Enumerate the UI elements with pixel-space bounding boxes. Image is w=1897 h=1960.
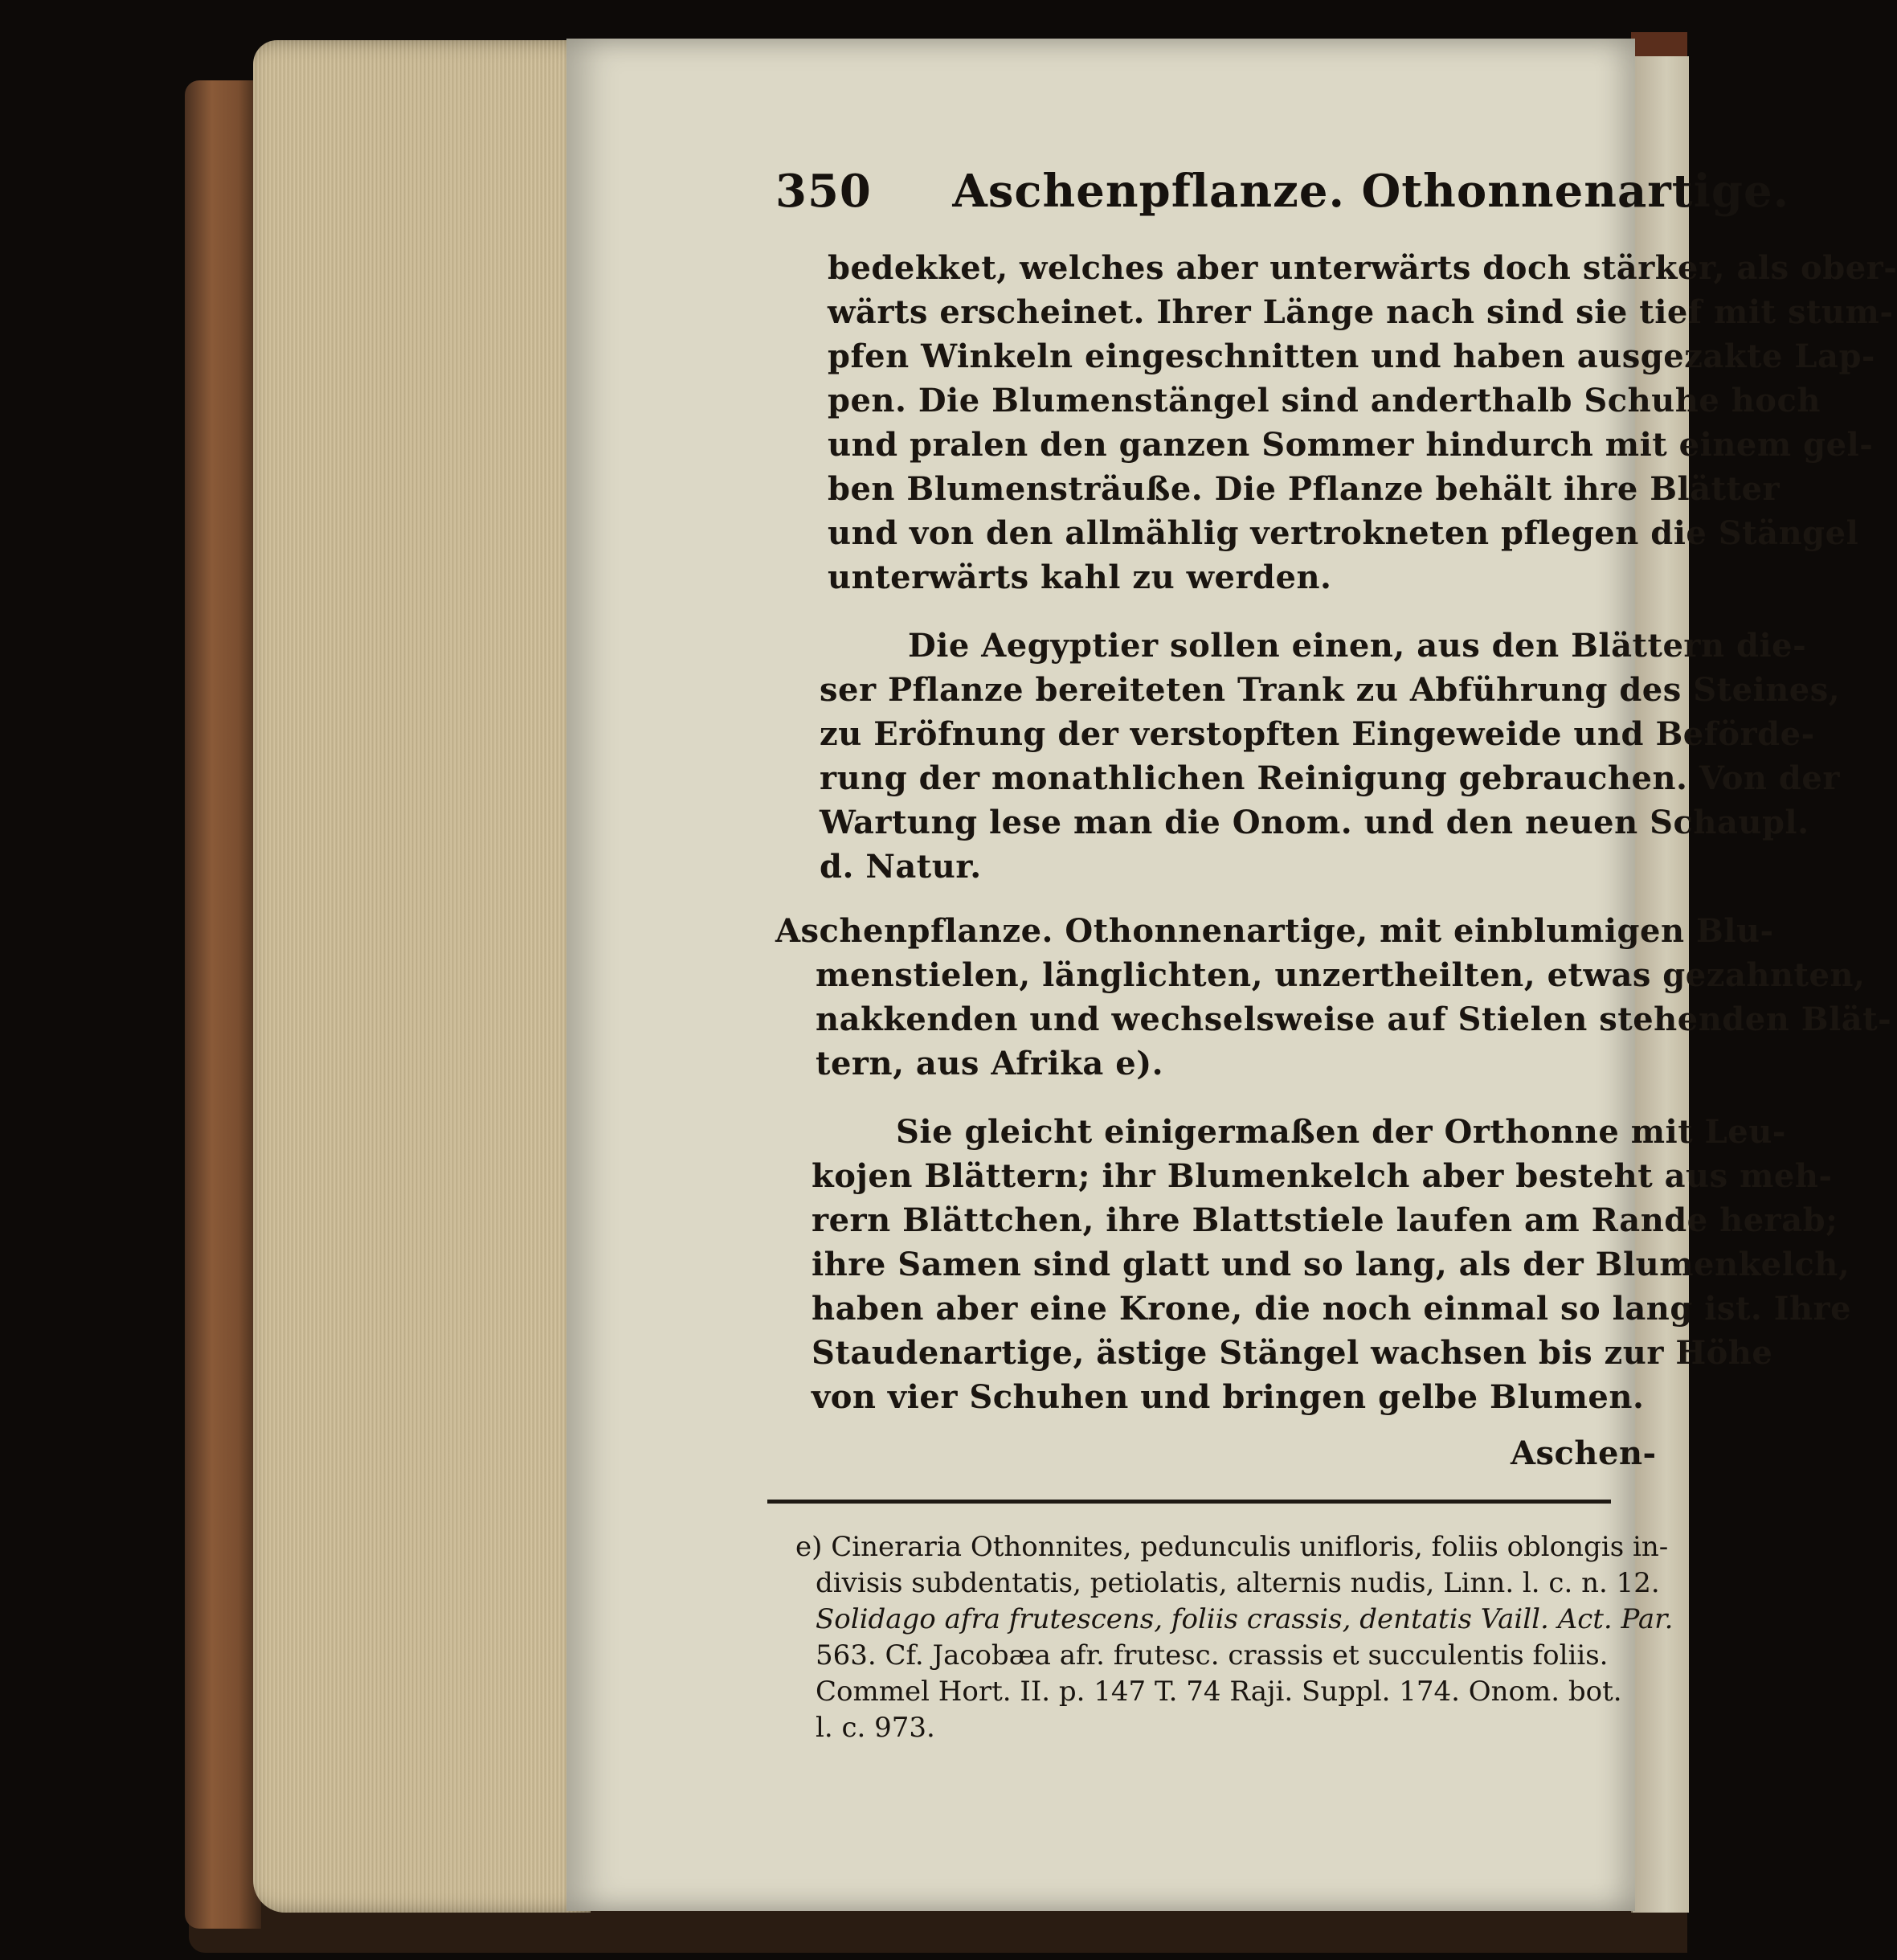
text-line: bedekket, welches aber unterwärts doch stärker, als ober- [828, 249, 1897, 287]
text-line: tern, aus Afrika e). [816, 1045, 1164, 1082]
text-line: ben Blumensträuße. Die Pflanze behält ihre Blätter [828, 470, 1780, 508]
text-line: rung der monathlichen Reinigung gebrauchen. Von der [820, 759, 1840, 797]
running-header [775, 165, 1790, 218]
text-line: pen. Die Blumenstängel sind anderthalb Schuhe hoch [828, 382, 1821, 419]
text-line: kojen Blättern; ihr Blumenkelch aber besteht aus meh- [812, 1157, 1833, 1195]
text-line: Sie gleicht einigermaßen der Orthonne mit Leu- [896, 1113, 1786, 1151]
text-line: pfen Winkeln eingeschnitten und haben ausgezakte Lap- [828, 338, 1876, 375]
text-line: unterwärts kahl zu werden. [828, 559, 1332, 596]
text-line: d. Natur. [820, 848, 982, 886]
footnote-line: e) Cineraria Othonnites, pedunculis unifloris, foliis oblongis in- [795, 1531, 1669, 1563]
text-line: Staudenartige, ästige Stängel wachsen bis zur Höhe [812, 1334, 1773, 1372]
text-line: menstielen, länglichten, unzertheilten, etwas gezahnten, [816, 956, 1866, 994]
text-line: ser Pflanze bereiteten Trank zu Abführung des Steines, [820, 671, 1841, 709]
text-line: und von den allmählig vertrokneten pflegen die Stängel [828, 514, 1859, 552]
footnote-line: l. c. 973. [816, 1712, 935, 1744]
footnote-line: Solidago afra frutescens, foliis crassis, dentatis Vaill. Act. Par. [816, 1603, 1674, 1635]
text-line: wärts erscheinet. Ihrer Länge nach sind sie tief mit stum- [828, 293, 1894, 331]
text-line: ihre Samen sind glatt und so lang, als der Blumenkelch, [812, 1246, 1850, 1283]
cover-top [1631, 32, 1687, 56]
text-line: und pralen den ganzen Sommer hindurch mit einem gel- [828, 426, 1874, 464]
text-line: zu Eröfnung der verstopften Eingeweide und Beförde- [820, 715, 1815, 753]
page-stack [253, 40, 591, 1913]
running-title: Aschenpflanze. Othonnenartige. [952, 165, 1790, 218]
footnote-line: 563. Cf. Jacobæa afr. frutesc. crassis et succulentis foliis. [816, 1639, 1609, 1672]
text-line: rern Blättchen, ihre Blattstiele laufen am Rande herab; [812, 1201, 1838, 1239]
species-heading-line: Aschenpflanze. Othonnenartige, mit einblumigen Blu- [775, 912, 1774, 950]
footnote-line: Commel Hort. II. p. 147 T. 74 Raji. Suppl. 174. Onom. bot. [816, 1676, 1622, 1708]
catchword: Aschen- [1511, 1434, 1657, 1472]
text-line: von vier Schuhen und bringen gelbe Blumen. [812, 1378, 1645, 1416]
footnote-rule [767, 1500, 1611, 1504]
footnote-line: divisis subdentatis, petiolatis, alternis nudis, Linn. l. c. n. 12. [816, 1567, 1660, 1599]
text-line: nakkenden und wechselsweise auf Stielen stehenden Blät- [816, 1000, 1892, 1038]
text-line: Die Aegyptier sollen einen, aus den Blättern die- [908, 627, 1807, 665]
book-cover-edge [185, 80, 261, 1929]
page-number: 350 [775, 165, 872, 218]
text-line: haben aber eine Krone, die noch einmal so lang ist. Ihre [812, 1290, 1852, 1328]
text-line: Wartung lese man die Onom. und den neuen Schaupl. [820, 804, 1809, 841]
